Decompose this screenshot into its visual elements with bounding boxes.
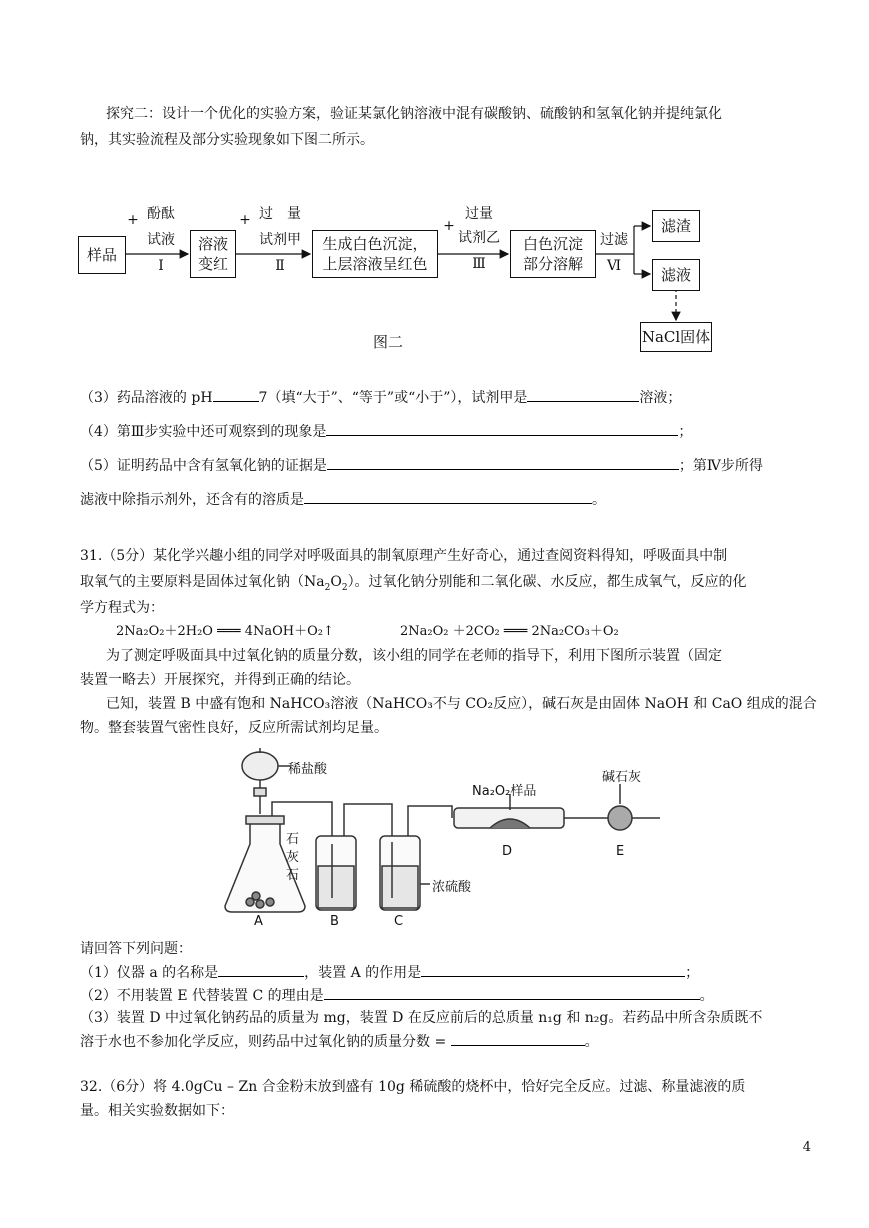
q5-text-b: ；第Ⅳ步所得: [678, 458, 763, 474]
q31-lead: 请回答下列问题：: [80, 941, 192, 957]
q31-1-blank-name[interactable]: [218, 962, 304, 977]
flow-product-box: [640, 322, 712, 352]
q31-1-text-b: ，装置 A 的作用是: [304, 965, 422, 981]
p31-l2a: 取氧气的主要原料是固体过氧化钠（Na: [80, 574, 325, 590]
label-limesoda: 碱石灰: [602, 770, 642, 785]
intro-line-1: 探究二：设计一个优化的实验方案，验证某氯化钠溶液中混有碳酸钠、硫酸钠和氢氧化钠并提纯氯化: [106, 106, 722, 122]
apparatus-figure: [220, 744, 700, 934]
q31-2-text-b: 。: [699, 988, 714, 1004]
q3-text-a: （3）药品溶液的 pH: [80, 390, 213, 406]
label-h2so4: 浓硫酸: [432, 880, 472, 895]
p31-line-5: 装置一略去）开展探究，并得到正确的结论。: [80, 672, 360, 688]
flow-filtrate-box: [652, 259, 700, 291]
label-C: C: [394, 914, 404, 929]
q31-3-text-b: 溶于水也不参加化学反应，则药品中过氧化钠的质量分数 =: [80, 1034, 447, 1050]
q5-line-2: [80, 489, 606, 510]
label-D: D: [502, 844, 513, 859]
q5-line-1: [80, 455, 763, 476]
q31-1-blank-role[interactable]: [421, 962, 685, 977]
q31-3-blank[interactable]: [451, 1031, 585, 1046]
flow-box-red-l1: 溶液: [197, 235, 228, 253]
p32-line-1: 32.（6分）将 4.0gCu – Zn 合金粉末放到盛有 10g 稀硫酸的烧杯中，恰好完全反应。过滤、称量滤液的质: [80, 1079, 746, 1095]
q3-blank-ph[interactable]: [213, 387, 259, 402]
q31-2-blank[interactable]: [324, 985, 700, 1000]
p31-line-4: 为了测定呼吸面具中过氧化钠的质量分数，该小组的同学在老师的指导下，利用下图所示装置（固定: [106, 648, 722, 664]
q31-1-text-a: （1）仪器 a 的名称是: [80, 965, 219, 981]
p31-line-7: 物。整套装置气密性良好，反应所需试剂均足量。: [80, 720, 388, 736]
q4-text-a: （4）第Ⅲ步实验中还可观察到的现象是: [80, 424, 327, 440]
flow-box-dissolve: [510, 230, 596, 278]
flow-step4-top: 过滤: [600, 232, 628, 248]
flow-residue-label: 滤渣: [660, 217, 691, 235]
intro-line-2: 钠，其实验流程及部分实验现象如下图二所示。: [80, 132, 374, 148]
flow-residue-box: [652, 210, 700, 242]
flow-box-precipitate-l1: 生成白色沉淀，: [322, 235, 428, 253]
flow-step3-mid: 试剂乙: [458, 230, 500, 246]
p31-l2d: 2: [341, 582, 348, 593]
q31-1-text-c: ；: [685, 965, 700, 981]
flow-step1-mid: 试液: [147, 232, 175, 248]
flow-step3-top: 过量: [465, 206, 493, 222]
flow-plus-2: +: [239, 212, 251, 228]
figure-caption: 图二: [372, 333, 403, 351]
p31-equation-2: 2Na₂O₂ ＋2CO₂ ═══ 2Na₂CO₃＋O₂: [400, 624, 619, 639]
flow-diagram: [78, 196, 720, 356]
label-stone-2: 灰: [286, 850, 300, 865]
q3-line: [80, 387, 681, 408]
q3-text-b: 7（填“大于”、“等于”或“小于”），试剂甲是: [258, 390, 528, 406]
flow-step2-num: Ⅱ: [275, 258, 285, 274]
q5-text-a: （5）证明药品中含有氢氧化钠的证据是: [80, 458, 327, 474]
flow-step3-num: Ⅲ: [472, 256, 486, 272]
flow-sample-box: [78, 236, 126, 274]
label-B: B: [330, 914, 339, 929]
q31-3-text-c: 。: [584, 1034, 599, 1050]
page-number: 4: [802, 1140, 811, 1155]
flow-box-red-l2: 变红: [197, 255, 228, 273]
q4-blank[interactable]: [326, 421, 678, 436]
p31-equation-1: 2Na₂O₂＋2H₂O ═══ 4NaOH＋O₂↑: [116, 624, 334, 639]
flow-product-label: NaCl固体: [641, 328, 711, 346]
flow-step4-num: Ⅵ: [606, 258, 622, 274]
q31-1-line: [80, 962, 699, 983]
q3-blank-reagent[interactable]: [527, 387, 639, 402]
label-acid: 稀盐酸: [288, 762, 328, 777]
p31-l2e: ）。过氧化钠分别能和二氧化碳、水反应，都生成氧气，反应的化: [347, 574, 747, 590]
q31-3-line-2: [80, 1031, 599, 1052]
q3-text-c: 溶液；: [639, 390, 682, 406]
flow-step1-num: Ⅰ: [158, 258, 164, 274]
q4-text-b: ；: [678, 424, 693, 440]
p31-line-3: 学方程式为：: [80, 600, 164, 616]
flow-step1-top: 酚酞: [147, 206, 175, 222]
label-stone-3: 石: [286, 868, 300, 883]
flow-box-precipitate: [312, 230, 438, 278]
flow-sample-label: 样品: [86, 246, 117, 264]
flow-box-red: [190, 230, 236, 278]
q5-blank-evidence[interactable]: [327, 455, 679, 470]
flow-box-dissolve-l2: 部分溶解: [522, 255, 583, 273]
p31-line-6: 已知，装置 B 中盛有饱和 NaHCO₃溶液（NaHCO₃不与 CO₂反应），碱石灰是由固体 NaOH 和 CaO 组成的混合: [106, 696, 817, 712]
flow-filtrate-label: 滤液: [660, 266, 691, 284]
q31-2-line: [80, 985, 714, 1006]
flow-box-precipitate-l2: 上层溶液呈红色: [322, 255, 428, 273]
flow-plus-3: +: [443, 218, 455, 234]
flow-step2-top: 过 量: [259, 206, 301, 222]
q5-text-d: 。: [592, 492, 606, 508]
label-A: A: [254, 914, 263, 929]
p31-line-2: [80, 572, 747, 598]
flow-step2-mid: 试剂甲: [259, 232, 301, 248]
q5-blank-solute[interactable]: [304, 489, 592, 504]
flow-plus-1: +: [127, 212, 139, 228]
p31-l2c: O: [330, 574, 342, 590]
label-stone-1: 石: [286, 832, 300, 847]
p32-line-2: 量。相关实验数据如下：: [80, 1103, 234, 1119]
q5-text-c: 滤液中除指示剂外，还含有的溶质是: [80, 492, 304, 508]
q4-line: [80, 421, 692, 442]
label-E: E: [616, 844, 625, 859]
label-sample: Na₂O₂样品: [472, 784, 537, 799]
flow-box-dissolve-l1: 白色沉淀: [522, 235, 583, 253]
q31-3-line-1: （3）装置 D 中过氧化钠药品的质量为 mg，装置 D 在反应前后的总质量 n₁g 和 n₂g。若药品中所含杂质既不: [80, 1010, 763, 1026]
q31-2-text-a: （2）不用装置 E 代替装置 C 的理由是: [80, 988, 324, 1004]
p31-l2b: 2: [324, 582, 331, 593]
p31-line-1: 31.（5分）某化学兴趣小组的同学对呼吸面具的制氧原理产生好奇心，通过查阅资料得知，呼吸面具中制: [80, 548, 728, 564]
